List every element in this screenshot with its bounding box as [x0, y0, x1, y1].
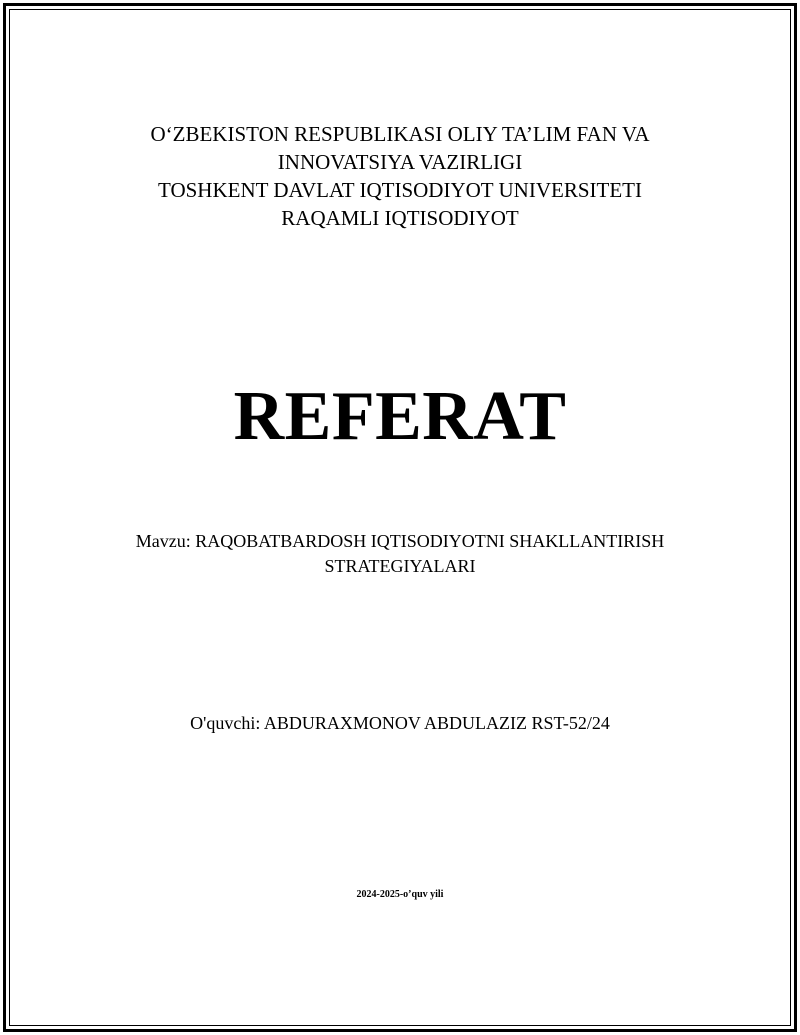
university-name: TOSHKENT DAVLAT IQTISODIYOT UNIVERSITETI	[158, 178, 642, 202]
academic-year: 2024-2025-o’quv yili	[356, 889, 444, 900]
faculty-name: RAQAMLI IQTISODIYOT	[281, 206, 519, 230]
ministry-line-1: O‘ZBEKISTON RESPUBLIKASI OLIY TA’LIM FAN VA	[150, 122, 650, 146]
student-info: O'quvchi: ABDURAXMONOV ABDULAZIZ RST-52/24	[190, 713, 610, 733]
topic-line-1: Mavzu: RAQOBATBARDOSH IQTISODIYOTNI SHAKLLANTIRISH	[135, 531, 665, 551]
document-title: REFERAT	[233, 378, 567, 455]
ministry-line-2: INNOVATSIYA VAZIRLIGI	[277, 150, 523, 174]
institution-header	[0, 120, 800, 232]
topic-line-2: STRATEGIYALARI	[324, 556, 476, 576]
topic	[0, 529, 800, 579]
